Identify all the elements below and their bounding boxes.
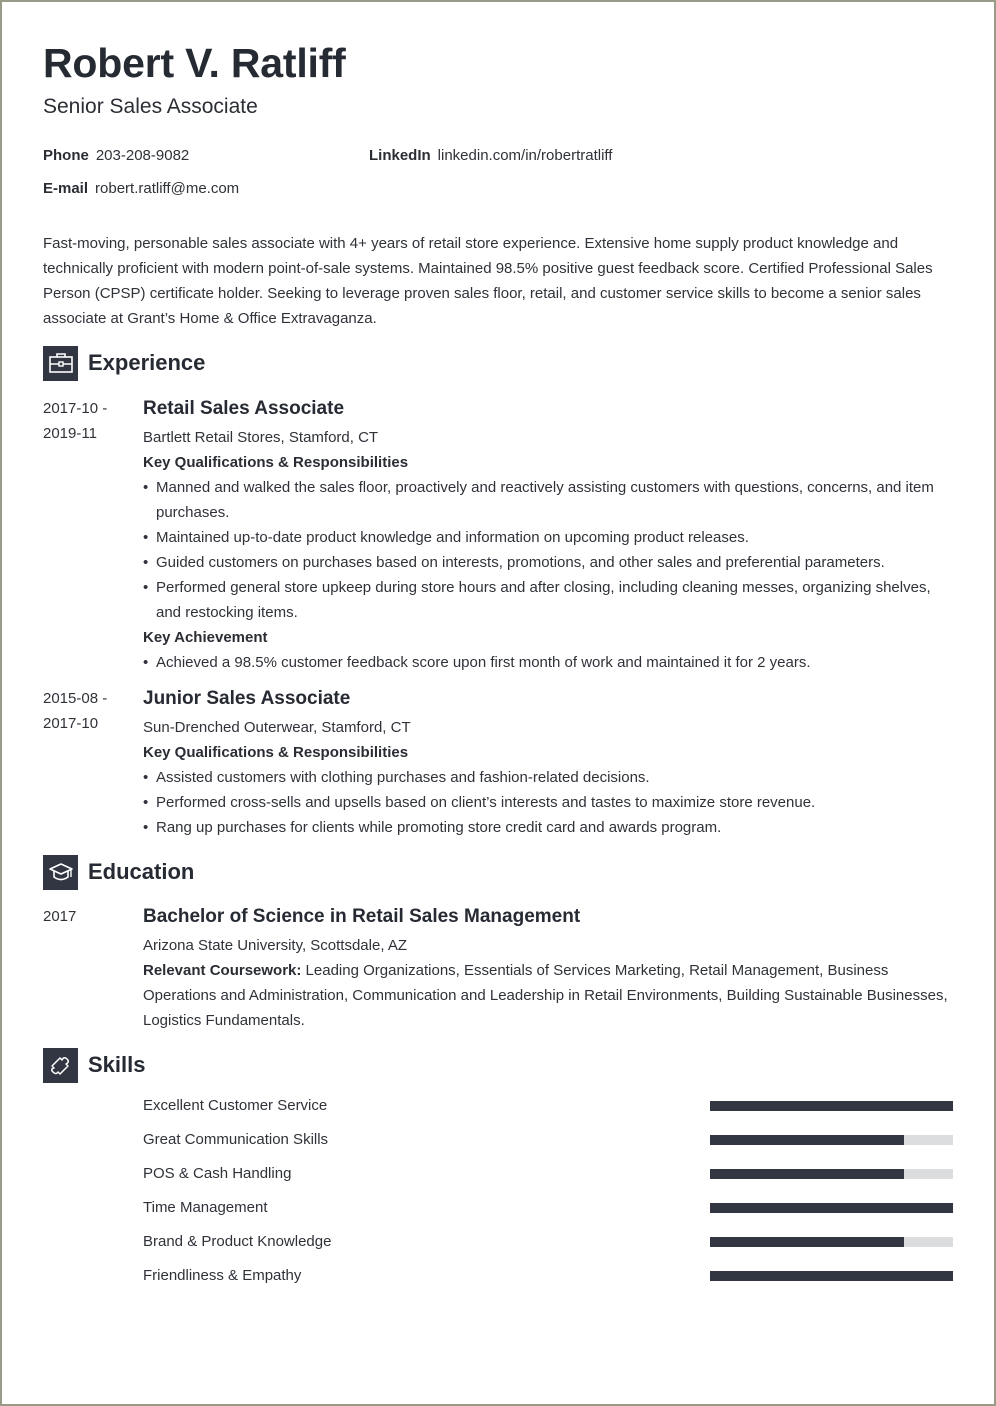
skill-level-fill <box>710 1237 904 1247</box>
job-1-achievements <box>143 650 955 675</box>
experience-section-header <box>43 345 205 381</box>
skill-level-bar <box>710 1203 953 1213</box>
list-item: • Maintained up-to-date product knowledge and information on upcoming product releases. <box>143 525 955 550</box>
job-2-role: Junior Sales Associate <box>143 688 351 709</box>
list-item: • Performed general store upkeep during store hours and after closing, including cleaning messes, organizing shelves, and restocking items. <box>143 575 955 625</box>
job-1-dates <box>43 396 133 446</box>
skill-name: POS & Cash Handling <box>143 1165 292 1182</box>
linkedin-value[interactable]: linkedin.com/in/robertratliff <box>437 147 613 164</box>
skill-row <box>143 1163 955 1185</box>
skill-level-fill <box>710 1203 953 1213</box>
education-section-header <box>43 854 194 890</box>
skill-row <box>143 1095 955 1117</box>
summary-paragraph: Fast-moving, personable sales associate with 4+ years of retail store experience. Extensive home supply product knowledge and technically proficient with modern point-of-sale systems. Maintained 98.5% positive guest feedback score. Certified Professional Sales Person (CPSP) certificate holder. Seeking to leverage proven sales floor, retail, and customer service skills to become a senior sales associate at Grant’s Home & Office Extravaganza. <box>43 235 933 327</box>
skill-row <box>143 1129 955 1151</box>
job-2-entry <box>143 686 955 840</box>
skill-name: Great Communication Skills <box>143 1131 329 1148</box>
skill-level-fill <box>710 1135 904 1145</box>
job-2-dates <box>43 686 133 736</box>
skills-section-header <box>43 1047 145 1083</box>
graduation-cap-icon <box>43 855 78 890</box>
education-heading: Education <box>88 859 195 884</box>
skill-row <box>143 1265 955 1287</box>
job-2-qual-heading: Key Qualifications & Responsibilities <box>143 744 409 761</box>
contact-email <box>43 180 239 197</box>
job-2-date-end: 2017-10 <box>43 715 99 732</box>
candidate-name: Robert V. Ratliff <box>43 40 346 86</box>
job-2-bullets <box>143 765 955 840</box>
contact-phone <box>43 147 189 164</box>
education-entry <box>143 904 955 1033</box>
skill-level-bar <box>710 1169 953 1179</box>
email-value[interactable]: robert.ratliff@me.com <box>95 180 240 197</box>
candidate-title: Senior Sales Associate <box>43 95 258 118</box>
job-1-qual-heading: Key Qualifications & Responsibilities <box>143 454 409 471</box>
education-degree: Bachelor of Science in Retail Sales Management <box>143 906 581 927</box>
skills-heading: Skills <box>88 1052 146 1077</box>
skill-level-fill <box>710 1169 904 1179</box>
job-1-company: Bartlett Retail Stores, Stamford, CT <box>143 429 379 446</box>
list-item: • Guided customers on purchases based on interests, promotions, and other sales and preferential parameters. <box>143 550 955 575</box>
job-2-company: Sun-Drenched Outerwear, Stamford, CT <box>143 719 411 736</box>
skill-level-bar <box>710 1271 953 1281</box>
list-item: • Assisted customers with clothing purchases and fashion-related decisions. <box>143 765 955 790</box>
skill-name: Friendliness & Empathy <box>143 1267 302 1284</box>
skill-row <box>143 1197 955 1219</box>
skill-name: Time Management <box>143 1199 268 1216</box>
education-year: 2017 <box>43 908 77 925</box>
phone-label: Phone <box>43 147 89 164</box>
list-item: • Rang up purchases for clients while promoting store credit card and awards program. <box>143 815 955 840</box>
job-1-bullets <box>143 475 955 625</box>
contact-linkedin <box>369 147 612 164</box>
job-1-date-end: 2019-11 <box>43 425 97 442</box>
job-1-role: Retail Sales Associate <box>143 398 345 419</box>
briefcase-icon <box>43 346 78 381</box>
job-2-date-start: 2015-08 - <box>43 690 108 707</box>
education-school: Arizona State University, Scottsdale, AZ <box>143 937 408 954</box>
puzzle-icon <box>43 1048 78 1083</box>
email-label: E-mail <box>43 180 89 197</box>
skill-level-fill <box>710 1271 953 1281</box>
skill-name: Excellent Customer Service <box>143 1097 328 1114</box>
experience-heading: Experience <box>88 350 206 375</box>
skill-row <box>143 1231 955 1253</box>
job-1-date-start: 2017-10 - <box>43 400 108 417</box>
job-1-entry <box>143 396 955 675</box>
list-item: • Performed cross-sells and upsells based on client’s interests and tastes to maximize store revenue. <box>143 790 955 815</box>
skill-level-bar <box>710 1135 953 1145</box>
linkedin-label: LinkedIn <box>369 147 431 164</box>
list-item: • Manned and walked the sales floor, proactively and reactively assisting customers with questions, concerns, and item purchases. <box>143 475 955 525</box>
job-1-achievement-heading: Key Achievement <box>143 629 268 646</box>
skill-level-fill <box>710 1101 953 1111</box>
skill-level-bar <box>710 1237 953 1247</box>
coursework-text: Leading Organizations, Essentials of Services Marketing, Retail Management, Business Operations and Administration, Communication and Leadership in Retail Environments, Building Sustainable Businesses, Logistics Fundamentals. <box>143 962 948 1029</box>
list-item: • Achieved a 98.5% customer feedback score upon first month of work and maintained it for 2 years. <box>143 650 955 675</box>
coursework-label: Relevant Coursework: <box>143 962 302 979</box>
phone-value: 203-208-9082 <box>95 147 190 164</box>
education-coursework <box>143 958 955 1033</box>
skill-name: Brand & Product Knowledge <box>143 1233 332 1250</box>
skill-level-bar <box>710 1101 953 1111</box>
